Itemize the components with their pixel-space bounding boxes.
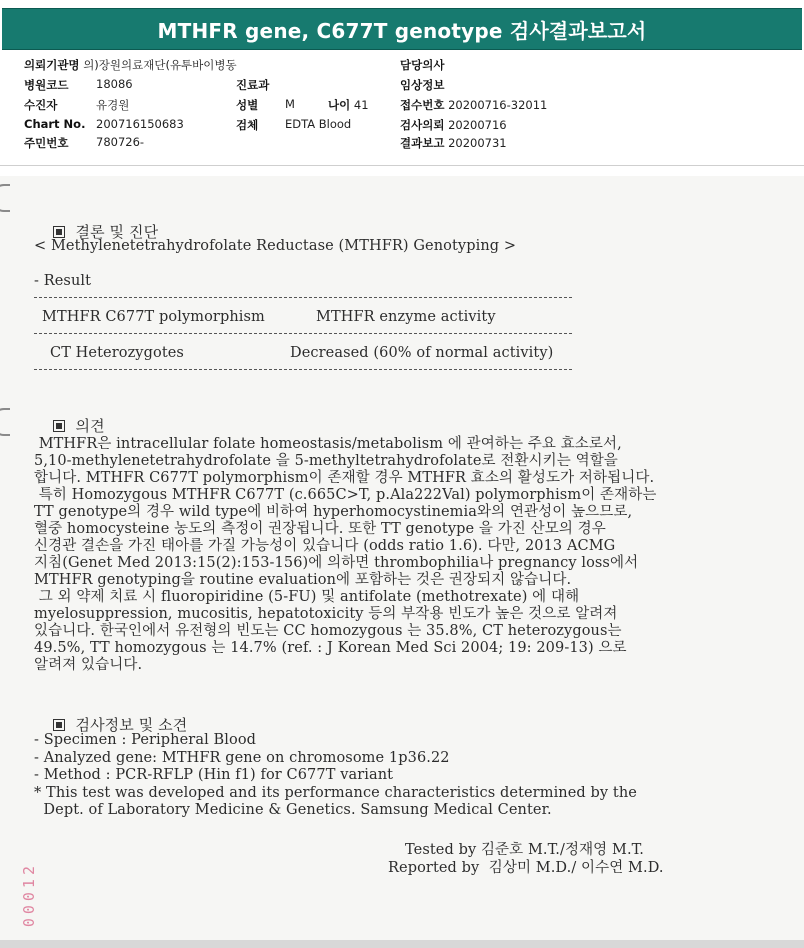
field-value: 20200731	[448, 136, 507, 150]
sex-field	[236, 97, 258, 113]
field-label: 담당의사	[400, 58, 445, 72]
field-label: 성별	[236, 98, 259, 112]
field-label: 의뢰기관명	[24, 58, 80, 72]
recipient-field	[24, 97, 57, 113]
field-value: 200716150683	[96, 117, 184, 131]
polymorphism-column-header: MTHFR C677T polymorphism	[42, 309, 265, 325]
field-label: 검체	[236, 118, 259, 132]
opinion-line: MTHFR은 intracellular folate homeostasis/metabolism 에 관여하는 주요 효소로서,	[34, 436, 622, 452]
field-value: 18086	[96, 77, 133, 91]
field-label: 병원코드	[24, 78, 69, 92]
opinion-line: 그 외 약제 치료 시 fluoropiridine (5-FU) 및 antifolate (methotrexate) 에 대해	[34, 589, 580, 605]
department-field	[236, 77, 269, 93]
chart-no-field	[24, 117, 85, 131]
dashed-divider	[34, 333, 572, 334]
field-value: EDTA Blood	[285, 117, 352, 131]
report-date-field	[400, 135, 507, 151]
field-label: 임상정보	[400, 78, 445, 92]
clinical-info-field	[400, 77, 444, 93]
square-bullet-icon	[53, 719, 65, 731]
opinion-line: 지침(Genet Med 2013:15(2):153-156)에 의하면 thrombophilia나 pregnancy loss에서	[34, 555, 639, 571]
opinion-line: 5,10-methylenetetrahydrofolate 을 5-methyltetrahydrofolate로 전환시키는 역할을	[34, 453, 618, 469]
scanned-result-page	[0, 176, 804, 940]
field-label: 나이	[328, 98, 351, 112]
binder-hole-mark	[0, 408, 10, 436]
field-label: 주민번호	[24, 136, 69, 150]
field-label: 진료과	[236, 78, 270, 92]
testinfo-line: - Analyzed gene: MTHFR gene on chromosome 1p36.22	[34, 749, 450, 766]
specimen-field	[236, 117, 258, 133]
opinion-line: 49.5%, TT homozygous 는 14.7% (ref. : J Korean Med Sci 2004; 19: 209-13) 으로	[34, 640, 627, 656]
opinion-line: MTHFR genotyping을 routine evaluation에 포함하는 것은 권장되지 않습니다.	[34, 572, 572, 588]
activity-result: Decreased (60% of normal activity)	[290, 345, 554, 361]
testinfo-line: * This test was developed and its performance characteristics determined by the	[34, 784, 637, 801]
square-bullet-icon	[53, 226, 65, 238]
report-header-area	[0, 0, 804, 176]
field-value: 20200716	[448, 118, 507, 132]
field-label: 접수번호	[400, 98, 445, 112]
binder-hole-mark	[0, 184, 10, 212]
field-label: 결과보고	[400, 136, 445, 150]
section-heading-text: 검사정보 및 소견	[75, 716, 188, 734]
opinion-line: 있습니다. 한국인에서 유전형의 빈도는 CC homozygous 는 35.8%, CT heterozygous는	[34, 623, 622, 639]
field-value: 의)장원의료재단(유투바이병동	[83, 58, 237, 72]
field-value: 20200716-32011	[448, 98, 548, 112]
field-value: M	[285, 97, 295, 111]
field-label: 수진자	[24, 98, 58, 112]
opinion-line: 알려져 있습니다.	[34, 657, 143, 673]
field-value: 유경원	[96, 98, 130, 112]
testinfo-line: - Specimen : Peripheral Blood	[34, 732, 257, 748]
reported-by-signature: Reported by 김상미 M.D./ 이수연 M.D.	[388, 860, 664, 876]
doctor-field	[400, 57, 444, 73]
opinion-line: 합니다. MTHFR C677T polymorphism이 존재할 경우 MTHFR 효소의 활성도가 저하됩니다.	[34, 470, 655, 486]
activity-column-header: MTHFR enzyme activity	[316, 309, 496, 325]
dashed-divider	[34, 297, 572, 298]
page-number-stamp: 00012	[20, 862, 38, 928]
section-heading-text: 결론 및 진단	[75, 223, 159, 241]
opinion-line: 혈중 homocysteine 농도의 측정이 권장됩니다. 또한 TT genotype 을 가진 산모의 경우	[34, 521, 606, 537]
resident-no-field	[24, 135, 68, 151]
report-title: MTHFR gene, C677T genotype 검사결과보고서	[2, 8, 802, 50]
opinion-line: 신경관 결손을 가진 태아를 가질 가능성이 있습니다 (odds ratio 1.6). 다만, 2013 ACMG	[34, 538, 616, 554]
age-field	[328, 97, 369, 113]
page-bottom-edge	[0, 940, 804, 948]
receipt-no-field	[400, 97, 547, 113]
testinfo-line: - Method : PCR-RFLP (Hin f1) for C677T variant	[34, 767, 394, 783]
testinfo-line: Dept. of Laboratory Medicine & Genetics. Samsung Medical Center.	[34, 802, 552, 818]
opinion-line: TT genotype의 경우 wild type에 비하여 hyperhomocystinemia와의 연관성이 높으므로,	[34, 504, 633, 520]
section-heading-text: 의견	[75, 417, 105, 435]
tested-by-signature: Tested by 김준호 M.T./정재영 M.T.	[405, 842, 645, 858]
opinion-line: myelosuppression, mucositis, hepatotoxicity 등의 부작용 빈도가 높은 것으로 알려져	[34, 606, 618, 622]
dashed-divider	[34, 369, 572, 370]
field-value: 780726-	[96, 135, 145, 149]
genotype-result: CT Heterozygotes	[50, 345, 184, 361]
hospital-code-field	[24, 77, 68, 93]
result-label: - Result	[34, 273, 92, 289]
field-label: 검사의뢰	[400, 118, 445, 132]
field-value: 41	[353, 98, 369, 112]
request-date-field	[400, 117, 507, 133]
square-bullet-icon	[53, 420, 65, 432]
test-name: < Methylenetetrahydrofolate Reductase (MTHFR) Genotyping >	[34, 238, 517, 254]
field-label: Chart No.	[24, 117, 86, 131]
institution-field	[24, 57, 237, 73]
header-divider	[0, 165, 804, 166]
opinion-line: 특히 Homozygous MTHFR C677T (c.665C>T, p.Ala222Val) polymorphism이 존재하는	[34, 487, 657, 503]
